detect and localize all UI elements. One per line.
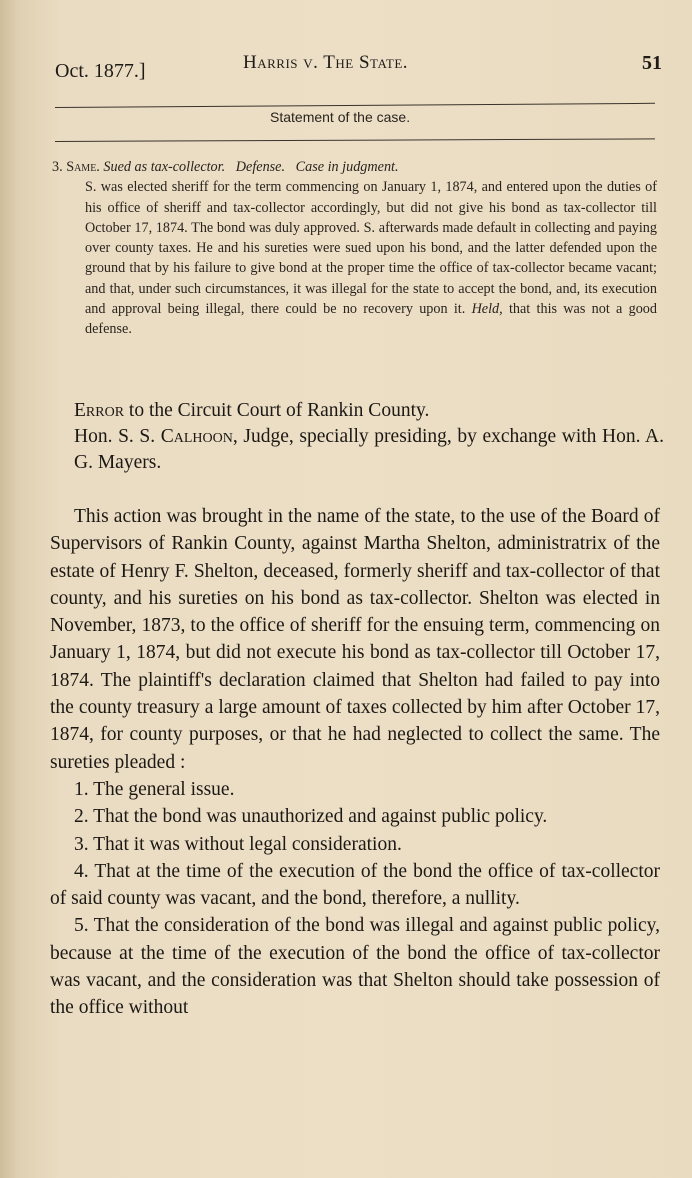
headnote-heading xyxy=(52,157,657,177)
held-word: Held, xyxy=(471,301,503,318)
bottom-rule xyxy=(55,138,655,142)
plea-5: 5. That the consideration of the bond was illegal and against public policy, because at the time of the execution of the bond the office of tax-collector was vacant, and the consideration was that Shelton should take possession of the office without xyxy=(50,915,660,1019)
headnote-number: 3. xyxy=(52,159,63,175)
judge-prefix: Hon. S. S. xyxy=(74,426,161,447)
error-word: Error xyxy=(74,400,125,421)
judge-name: Calhoon xyxy=(160,426,233,447)
plea-3: 3. That it was without legal consideration. xyxy=(74,833,402,855)
running-head-title: Harris v. The State. xyxy=(243,52,409,73)
headnote xyxy=(52,157,657,340)
headnote-text: S. was elected sheriff for the term commencing on January 1, 1874, and entered upon the duties of his office of sheriff and tax-collector accordingly, but did not give his bond as tax-collector till October 17, 1874. The bond was duly approved. S. afterwards made default in collecting and paying over county taxes. He and his sureties were sued upon his bond, and the latter defended upon the ground that by his failure to give bond at the proper time the office of tax-collector became vacant; and that, under such circumstances, it was illegal for the state to accept the bond, and, its execution and approval being illegal, there could be no recovery upon it. xyxy=(85,179,657,318)
court-text: to the Circuit Court of Rankin County. xyxy=(124,400,430,421)
headnote-holding: that this was not a good defense. xyxy=(85,301,657,338)
headnote-subtopics: Sued as tax-collector. Defense. Case in judgment. xyxy=(103,159,399,175)
headnote-topic: Same. xyxy=(66,159,100,175)
plea-1: 1. The general issue. xyxy=(74,778,235,800)
page-number: 51 xyxy=(642,52,662,74)
error-line xyxy=(74,398,664,424)
top-rule xyxy=(55,103,655,108)
statement-of-case xyxy=(50,503,660,1022)
running-head xyxy=(55,52,662,82)
judge-line xyxy=(50,424,664,476)
plea-2: 2. That the bond was unauthorized and against public policy. xyxy=(74,806,548,828)
case-caption xyxy=(74,398,664,476)
running-head-date: Oct. 1877.] xyxy=(55,60,146,82)
judge-rest: , Judge, specially presiding, by exchange with Hon. A. G. Mayers. xyxy=(74,426,664,473)
plea-4: 4. That at the time of the execution of the bond the office of tax-collector of said county was vacant, and the bond, therefore, a nullity. xyxy=(50,860,660,910)
statement-paragraph: This action was brought in the name of the state, to the use of the Board of Supervisors of Rankin County, against Martha Shelton, administratrix of the estate of Henry F. Shelton, deceased, formerly sheriff and tax-collector of that county, and his sureties on his bond as tax-collector. Shelton was elected in November, 1873, to the office of sheriff for the ensuing term, commencing on January 1, 1874, but did not execute his bond as tax-collector till October 17, 1874. The plaintiff's declaration claimed that Shelton had failed to pay into the county treasury a large amount of taxes collected by him after October 17, 1874, for county purposes, or that he had neglected to collect the same. The sureties pleaded : xyxy=(50,506,660,773)
headnote-body xyxy=(52,177,657,339)
section-label: Statement of the case. xyxy=(270,109,411,125)
